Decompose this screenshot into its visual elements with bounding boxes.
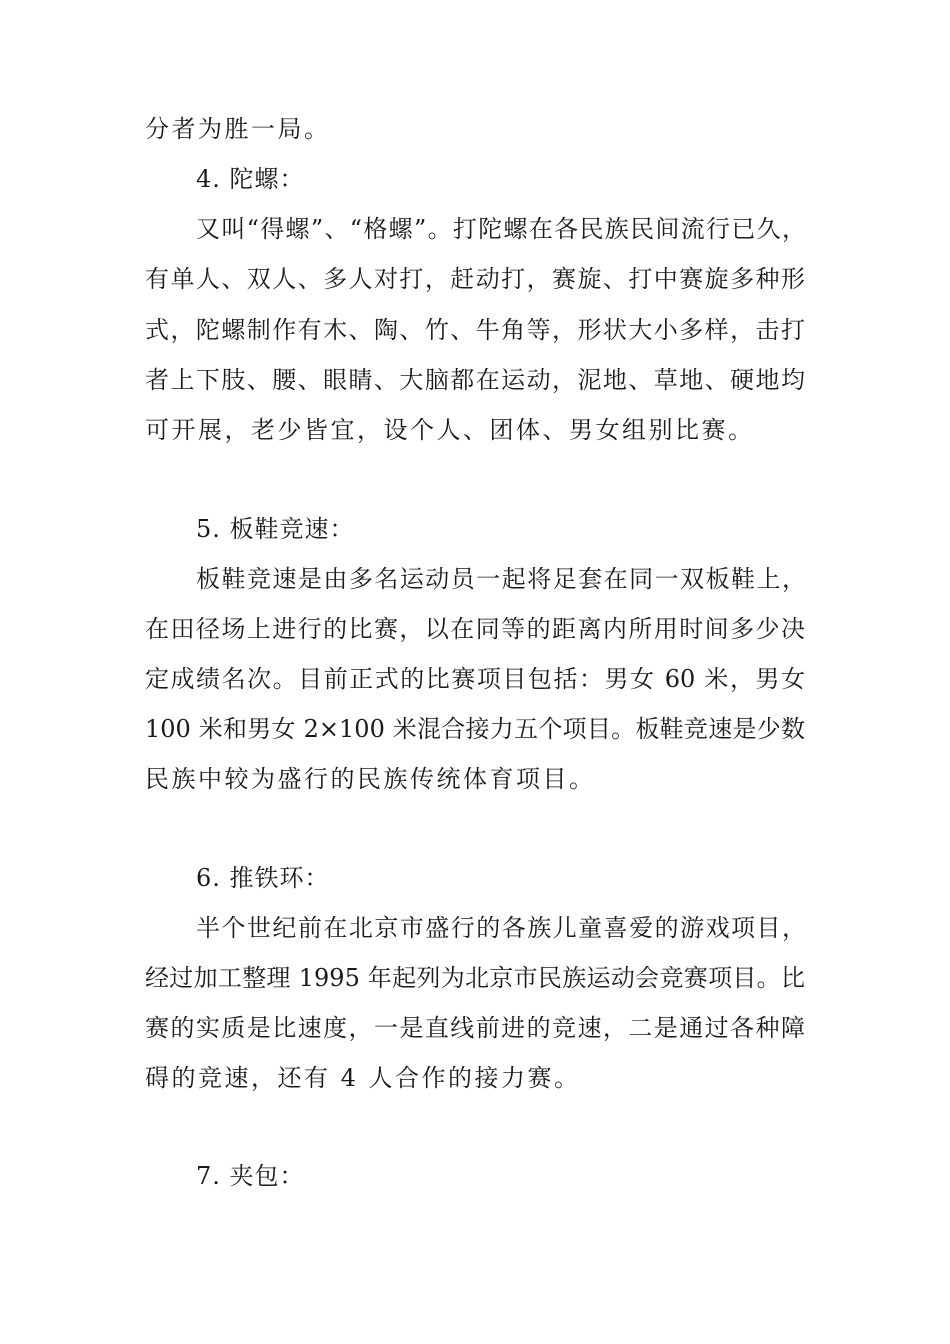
- paragraph-line: 分者为胜一局。: [145, 115, 331, 143]
- section-heading-board-shoe-race: 5. 板鞋竞速：: [196, 515, 355, 543]
- paragraph-line: 碍的竞速，还有 4 人合作的接力赛。: [145, 1064, 581, 1092]
- paragraph-line: 民族中较为盛行的民族传统体育项目。: [145, 765, 596, 793]
- section-heading-sandbag-game: 7. 夹包：: [196, 1162, 305, 1190]
- paragraph-line: 经过加工整理 1995 年起列为北京市民族运动会竞赛项目。比: [145, 964, 805, 992]
- section-heading-spinning-top: 4. 陀螺：: [196, 165, 305, 193]
- paragraph-line: 定成绩名次。目前正式的比赛项目包括：男女 60 米，男女: [145, 665, 805, 693]
- paragraph-line: 赛的实质是比速度，一是直线前进的竞速，二是通过各种障: [145, 1014, 805, 1042]
- paragraph-line: 有单人、双人、多人对打，赶动打，赛旋、打中赛旋多种形: [145, 265, 805, 293]
- paragraph-line: 半个世纪前在北京市盛行的各族儿童喜爱的游戏项目，: [196, 914, 806, 942]
- paragraph-line: 式，陀螺制作有木、陶、竹、牛角等，形状大小多样，击打: [145, 316, 805, 344]
- section-heading-hoop-rolling: 6. 推铁环：: [196, 864, 330, 892]
- paragraph-line: 100 米和男女 2×100 米混合接力五个项目。板鞋竞速是少数: [145, 715, 805, 743]
- paragraph-line: 可开展，老少皆宜，设个人、团体、男女组别比赛。: [145, 416, 755, 444]
- paragraph-line: 板鞋竞速是由多名运动员一起将足套在同一双板鞋上，: [196, 565, 806, 593]
- paragraph-line: 又叫“得螺”、“格螺”。打陀螺在各民族民间流行已久，: [196, 215, 806, 243]
- paragraph-line: 在田径场上进行的比赛，以在同等的距离内所用时间多少决: [145, 615, 805, 643]
- paragraph-line: 者上下肢、腰、眼睛、大脑都在运动，泥地、草地、硬地均: [145, 366, 805, 394]
